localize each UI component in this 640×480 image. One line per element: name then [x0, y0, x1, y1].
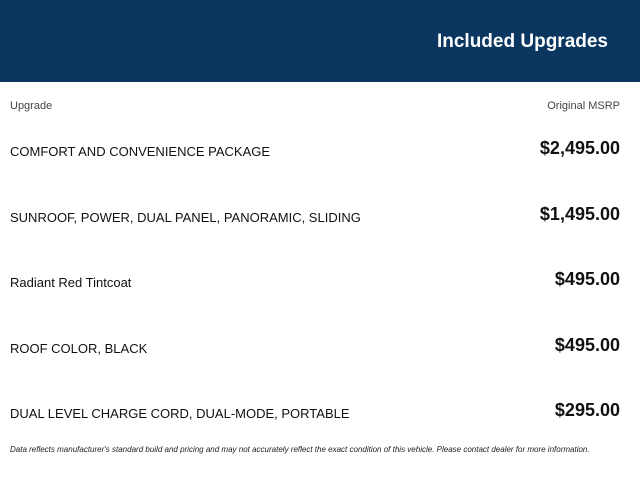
disclaimer-text: Data reflects manufacturer's standard build and pricing and may not accurately reflect the exact condition of this vehicle. Please contact dealer for more information. — [10, 445, 590, 454]
column-header-msrp: Original MSRP — [547, 100, 620, 112]
upgrade-price: $495.00 — [554, 335, 620, 355]
upgrade-name: SUNROOF, POWER, DUAL PANEL, PANORAMIC, SLIDING — [10, 210, 361, 225]
upgrade-price: $1,495.00 — [539, 204, 620, 224]
header-bar — [0, 0, 640, 82]
table-row — [0, 398, 640, 428]
upgrade-price: $295.00 — [554, 400, 620, 420]
table-row — [0, 267, 640, 297]
upgrade-name: ROOF COLOR, BLACK — [10, 341, 148, 356]
upgrade-price: $495.00 — [554, 269, 620, 289]
table-row — [0, 333, 640, 363]
upgrade-name: Radiant Red Tintcoat — [10, 275, 132, 290]
upgrade-name: DUAL LEVEL CHARGE CORD, DUAL-MODE, PORTABLE — [10, 406, 350, 421]
upgrade-price: $2,495.00 — [539, 138, 620, 158]
column-header-upgrade: Upgrade — [10, 100, 53, 112]
page-title: Included Upgrades — [436, 31, 608, 52]
table-row — [0, 136, 640, 166]
upgrade-name: COMFORT AND CONVENIENCE PACKAGE — [10, 144, 271, 159]
table-row — [0, 202, 640, 232]
